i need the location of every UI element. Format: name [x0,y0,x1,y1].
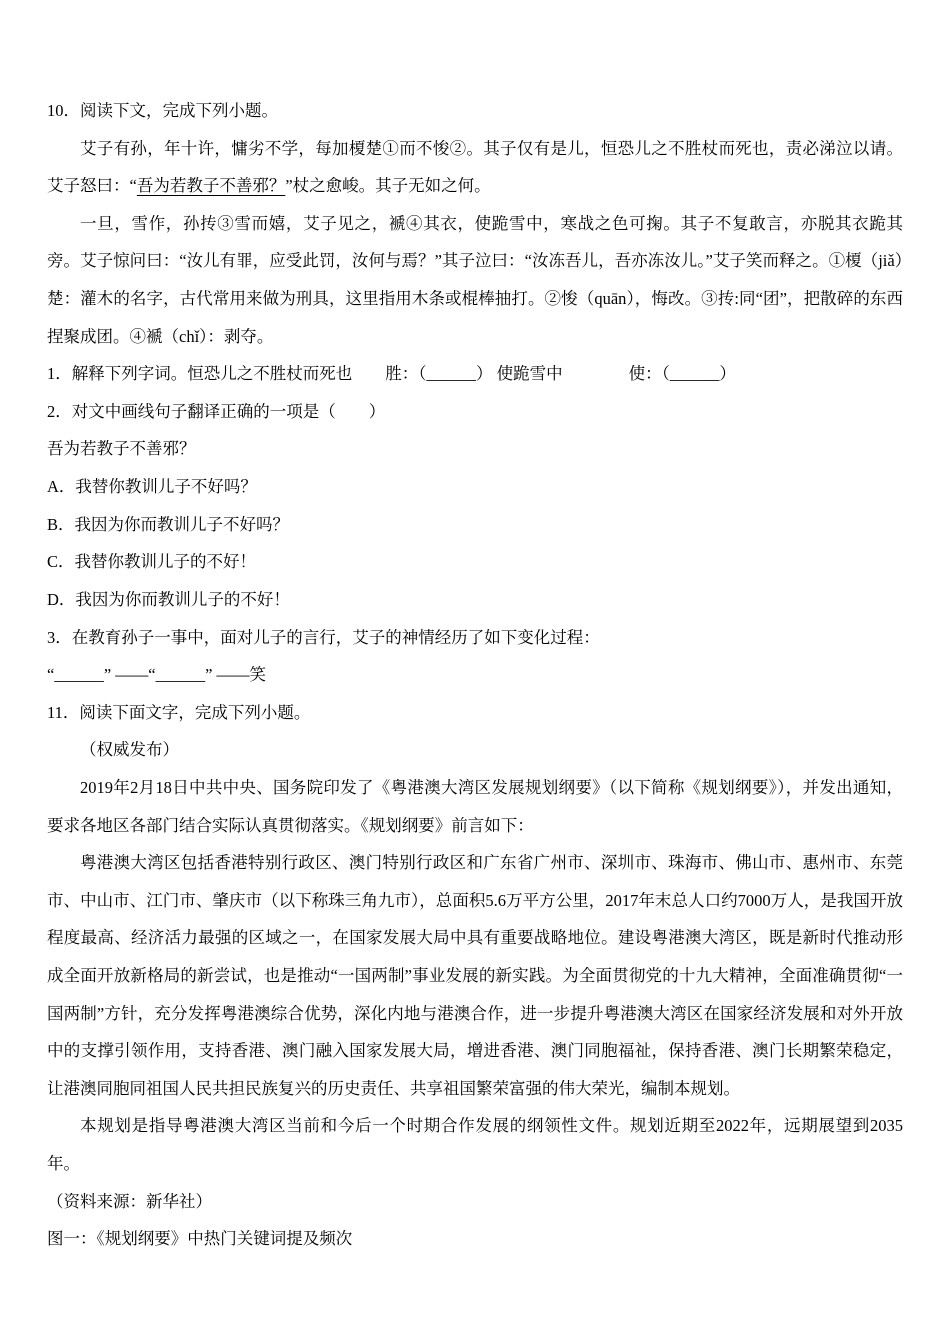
passage-text-before-underline: 艾子有孙，年十许，慵劣不学，每加榎楚①而不悛②。其子仅有是儿，恒恐儿之不胜杖而死也，责必涕泣以请。艾子怒曰：“ [47,138,903,196]
news-paragraph-3: 本规划是指导粤港澳大湾区当前和今后一个时期合作发展的纲领性文件。规划近期至2022年，远期展望到2035年。 [47,1116,903,1174]
question-11-heading: 11．阅读下面文字，完成下列小题。 [47,702,311,722]
question-3-answer-blanks: “______” ——“______” ——笑 [47,665,267,685]
option-b: B．我因为你而教训儿子不好吗？ [47,514,290,534]
underlined-key-sentence: 吾为若教子不善邪？ [136,176,286,196]
news-paragraph-2: 粤港澳大湾区包括香港特别行政区、澳门特别行政区和广东省广州市、深圳市、珠海市、佛山市、惠州市、东莞市、中山市、江门市、肇庆市（以下称珠三角九市），总面积5.6万平方公里，2017年末总人口约7000万人，是我国开放程度最高、经济活力最强的区域之一，在国家发展大局中具有重要战略地位。建设粤港澳大湾区，既是新时代推动形成全面开放新格局的新尝试，也是推动“一国两制”事业发展的新实践。为全面贯彻党的十九大精神，全面准确贯彻“一国两制”方针，充分发挥粤港澳综合优势，深化内地与港澳合作，进一步提升粤港澳大湾区在国家经济发展和对外开放中的支撑引领作用，支持香港、澳门融入国家发展大局，增进香港、澳门同胞福祉，保持香港、澳门长期繁荣稳定，让港澳同胞同祖国人民共担民族复兴的历史责任、共享祖国繁荣富强的伟大荣光，编制本规划。 [47,853,903,1098]
option-c: C．我替你教训儿子的不好！ [47,552,257,572]
classical-passage-paragraph-2: 一旦，雪作，孙抟③雪而嬉，艾子见之，褫④其衣，使跪雪中，寒战之色可掬。其子不复敢言，亦脱其衣跪其旁。艾子惊问曰：“汝儿有罪，应受此罚，汝何与焉？”其子泣曰：“汝冻吾儿，吾亦冻汝儿。”艾子笑而释之。①榎（jiǎ）楚：灌木的名字，古代常用来做为刑具，这里指用木条或棍棒抽打。②悛（quān），悔改。③抟:同“团”，把散碎的东西捏聚成团。④褫（chǐ）：剥夺。 [47,213,903,346]
option-a: A．我替你教训儿子不好吗？ [47,477,257,497]
question-2-quoted-sentence: 吾为若教子不善邪？ [47,439,196,459]
question-10-heading: 10．阅读下文，完成下列小题。 [47,101,278,120]
classical-passage-paragraph-1 [47,130,903,205]
authoritative-release-tag: （权威发布） [80,740,179,760]
question-1-fill-in-blanks: 1．解释下列字词。恒恐儿之不胜杖而死也 胜：（______） 使跪雪中 使：（______） [47,364,736,384]
option-d: D．我因为你而教训儿子的不好！ [47,589,290,609]
figure-1-caption: 图一：《规划纲要》中热门关键词提及频次 [47,1229,353,1249]
question-3-stem: 3．在教育孙子一事中，面对儿子的言行，艾子的神情经历了如下变化过程： [47,627,600,647]
question-2-stem: 2．对文中画线句子翻译正确的一项是（ ） [47,401,386,421]
passage-text-after-underline: ”杖之愈峻。其子无如之何。 [285,176,491,196]
news-paragraph-1: 2019年2月18日中共中央、国务院印发了《粤港澳大湾区发展规划纲要》（以下简称《规划纲要》），并发出通知，要求各地区各部门结合实际认真贯彻落实。《规划纲要》前言如下： [47,777,903,835]
source-note: （资料来源：新华社） [47,1191,212,1211]
